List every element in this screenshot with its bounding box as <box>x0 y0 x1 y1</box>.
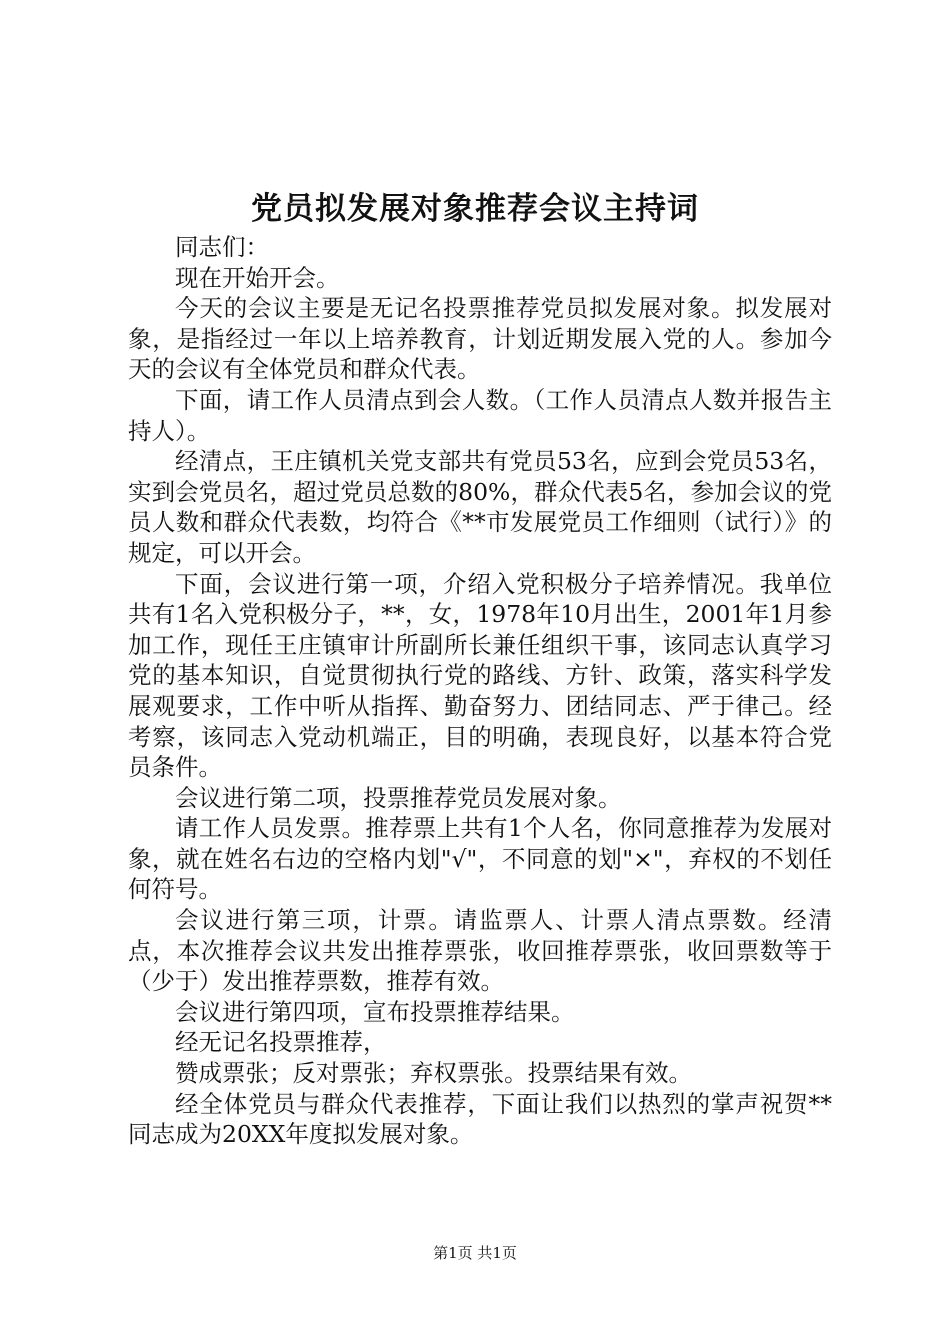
paragraph-opening: 现在开始开会。 <box>175 263 340 292</box>
paragraph-item-two: 会议进行第二项，投票推荐党员发展对象。 <box>175 783 622 812</box>
paragraph-item-four: 会议进行第四项，宣布投票推荐结果。 <box>175 997 575 1026</box>
paragraph-purpose: 今天的会议主要是无记名投票推荐党员拟发展对象。拟发展对象，是指经过一年以上培养教育，计划近期发展入党的人。参加今天的会议有全体党员和群众代表。 <box>128 294 832 384</box>
document-body <box>128 232 832 1150</box>
paragraph-closing: 经全体党员与群众代表推荐，下面让我们以热烈的掌声祝贺**同志成为20XX年度拟发展对象。 <box>128 1089 832 1149</box>
paragraph-attendance: 经清点，王庄镇机关党支部共有党员53名，应到会党员53名，实到会党员名，超过党员总数的80%，群众代表5名，参加会议的党员人数和群众代表数，均符合《**市发展党员工作细则（试行）》的规定，可以开会。 <box>128 447 832 567</box>
paragraph-headcount: 下面，请工作人员清点到会人数。（工作人员清点人数并报告主持人）。 <box>128 385 832 445</box>
paragraph-item-three: 会议进行第三项，计票。请监票人、计票人清点票数。经清点，本次推荐会议共发出推荐票张，收回推荐票张，收回票数等于（少于）发出推荐票数，推荐有效。 <box>128 906 832 996</box>
paragraph-vote-intro: 经无记名投票推荐， <box>175 1028 387 1057</box>
paragraph-ballot-instructions: 请工作人员发票。推荐票上共有1个人名，你同意推荐为发展对象，就在姓名右边的空格内划"√"，不同意的划"×"，弃权的不划任何符号。 <box>128 814 832 904</box>
paragraph-item-one: 下面，会议进行第一项，介绍入党积极分子培养情况。我单位共有1名入党积极分子，**，女，1978年10月出生，2001年1月参加工作，现任王庄镇审计所副所长兼任组织干事，该同志认真学习党的基本知识，自觉贯彻执行党的路线、方针、政策，落实科学发展观要求，工作中听从指挥、勤奋努力、团结同志、严于律己。经考察，该同志入党动机端正，目的明确，表现良好，以基本符合党员条件。 <box>128 569 832 782</box>
paragraph-greeting: 同志们： <box>175 233 269 261</box>
page-footer: 第1页 共1页 <box>433 1244 517 1262</box>
document-title: 党员拟发展对象推荐会议主持词 <box>251 191 699 227</box>
paragraph-vote-result: 赞成票张；反对票张；弃权票张。投票结果有效。 <box>175 1059 692 1088</box>
